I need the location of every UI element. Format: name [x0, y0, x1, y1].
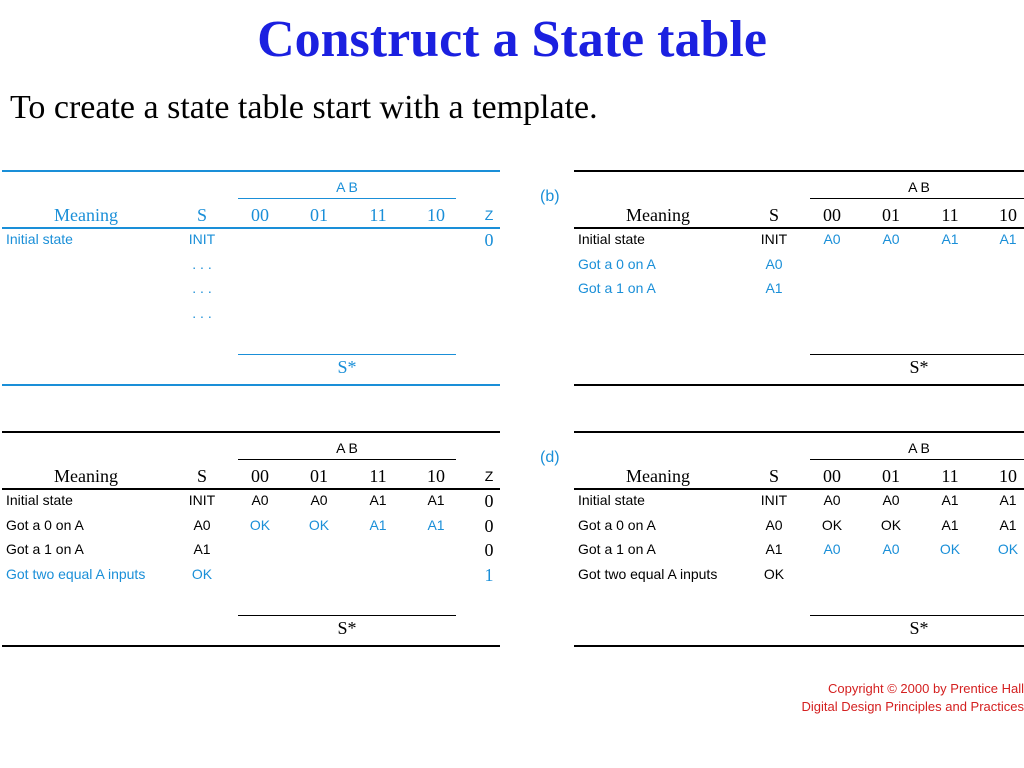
- row-state: INIT: [188, 231, 216, 247]
- row-output-z: 0: [484, 230, 494, 250]
- ab-rule: [238, 459, 456, 460]
- next-state-rule: [810, 615, 1024, 616]
- row-next-state-cell: A0: [823, 541, 841, 558]
- copyright-line-1: Copyright © 2000 by Prentice Hall: [827, 681, 1024, 696]
- header-rule: [574, 488, 1024, 490]
- row-meaning: Got a 1 on A: [578, 541, 656, 558]
- next-state-label: S*: [909, 618, 929, 638]
- row-next-state-cell: A0: [823, 492, 841, 508]
- ab-header: A B: [336, 179, 358, 195]
- s-header: S: [196, 466, 207, 486]
- row-meaning: Got a 0 on A: [578, 516, 656, 533]
- state-table-panel-a: [2, 170, 502, 390]
- header-rule: [574, 227, 1024, 229]
- ab-column-header: 10: [999, 466, 1017, 486]
- row-next-state-cell: A1: [427, 492, 445, 508]
- ab-column-header: 10: [999, 205, 1017, 225]
- row-next-state-cell: A1: [427, 516, 445, 533]
- s-header: S: [196, 205, 207, 225]
- row-next-state-cell: OK: [997, 541, 1019, 558]
- row-next-state-cell: OK: [249, 516, 271, 533]
- row-meaning: Initial state: [578, 492, 645, 508]
- row-next-state-cell: A1: [999, 516, 1017, 533]
- row-state: INIT: [760, 231, 788, 247]
- row-next-state-cell: OK: [308, 516, 330, 533]
- state-table-panel-b: [540, 170, 1024, 390]
- header-rule: [2, 488, 500, 490]
- row-next-state-cell: A0: [310, 492, 328, 508]
- table-bottom-rule: [574, 384, 1024, 386]
- next-state-label: S*: [909, 357, 929, 377]
- next-state-label: S*: [337, 357, 357, 377]
- meaning-header: Meaning: [54, 466, 118, 486]
- ab-column-header: 00: [823, 205, 841, 225]
- s-header: S: [768, 205, 779, 225]
- table-bottom-rule: [2, 645, 500, 647]
- row-state: A1: [193, 541, 211, 558]
- row-state: . . .: [192, 305, 212, 322]
- meaning-header: Meaning: [626, 466, 690, 486]
- row-state: . . .: [192, 280, 212, 297]
- row-meaning: Initial state: [6, 492, 73, 508]
- ab-column-header: 00: [823, 466, 841, 486]
- next-state-rule: [238, 615, 456, 616]
- row-meaning: Got a 0 on A: [6, 516, 84, 533]
- row-output-z: 0: [484, 515, 494, 536]
- row-state: INIT: [188, 492, 216, 508]
- ab-column-header: 01: [882, 466, 900, 486]
- ab-column-header: 11: [941, 205, 959, 225]
- row-output-z: 0: [484, 491, 494, 511]
- ab-column-header: 01: [310, 466, 328, 486]
- row-state: A0: [765, 255, 783, 272]
- row-next-state-cell: A0: [823, 231, 841, 247]
- meaning-header: Meaning: [626, 205, 690, 225]
- ab-column-header: 01: [310, 205, 328, 225]
- ab-column-header: 10: [427, 466, 445, 486]
- table-top-rule: [574, 170, 1024, 172]
- copyright-line-2: Digital Design Principles and Practices: [801, 699, 1024, 714]
- z-header: Z: [484, 207, 494, 223]
- row-output-z: 0: [484, 540, 494, 561]
- s-header: S: [768, 466, 779, 486]
- state-table-panel-c: [2, 431, 502, 651]
- row-output-z: 1: [484, 565, 494, 586]
- row-state: A0: [765, 516, 783, 533]
- row-next-state-cell: A1: [369, 492, 387, 508]
- ab-rule: [810, 198, 1024, 199]
- row-meaning: Initial state: [578, 231, 645, 247]
- ab-rule: [810, 459, 1024, 460]
- row-next-state-cell: OK: [939, 541, 961, 558]
- next-state-rule: [810, 354, 1024, 355]
- row-state: OK: [763, 566, 785, 583]
- ab-column-header: 11: [941, 466, 959, 486]
- table-top-rule: [574, 431, 1024, 433]
- ab-column-header: 00: [251, 466, 269, 486]
- row-next-state-cell: A1: [941, 231, 959, 247]
- row-next-state-cell: A1: [999, 492, 1017, 508]
- row-next-state-cell: A0: [251, 492, 269, 508]
- header-rule: [2, 227, 500, 229]
- row-next-state-cell: A1: [941, 492, 959, 508]
- row-next-state-cell: A0: [882, 231, 900, 247]
- slide-subtitle: To create a state table start with a template.: [10, 89, 598, 126]
- panel-label: (b): [540, 188, 560, 205]
- row-state: . . .: [192, 255, 212, 272]
- row-state: A1: [765, 280, 783, 297]
- slide-title: Construct a State table: [257, 11, 767, 68]
- row-next-state-cell: OK: [821, 516, 843, 533]
- row-state: A1: [765, 541, 783, 558]
- ab-column-header: 10: [427, 205, 445, 225]
- meaning-header: Meaning: [54, 205, 118, 225]
- table-bottom-rule: [574, 645, 1024, 647]
- table-top-rule: [2, 170, 500, 172]
- ab-header: A B: [336, 440, 358, 456]
- row-meaning: Got a 0 on A: [578, 255, 656, 272]
- ab-column-header: 11: [369, 466, 387, 486]
- ab-column-header: 00: [251, 205, 269, 225]
- row-meaning: Got a 1 on A: [6, 541, 84, 558]
- row-state: INIT: [760, 492, 788, 508]
- row-meaning: Got two equal A inputs: [578, 566, 718, 583]
- table-bottom-rule: [2, 384, 500, 386]
- row-next-state-cell: A1: [369, 516, 387, 533]
- row-next-state-cell: A1: [941, 516, 959, 533]
- row-state: A0: [193, 516, 211, 533]
- row-meaning: Got two equal A inputs: [6, 566, 146, 583]
- ab-column-header: 01: [882, 205, 900, 225]
- row-next-state-cell: A0: [882, 492, 900, 508]
- ab-header: A B: [908, 179, 930, 195]
- table-top-rule: [2, 431, 500, 433]
- row-next-state-cell: A1: [999, 231, 1017, 247]
- ab-column-header: 11: [369, 205, 387, 225]
- ab-header: A B: [908, 440, 930, 456]
- state-table-panel-d: [540, 431, 1024, 651]
- next-state-label: S*: [337, 618, 357, 638]
- row-state: OK: [191, 566, 213, 583]
- ab-rule: [238, 198, 456, 199]
- z-header: Z: [484, 468, 494, 484]
- copyright-notice: [724, 680, 1024, 716]
- row-next-state-cell: OK: [880, 516, 902, 533]
- row-meaning: Got a 1 on A: [578, 280, 656, 297]
- row-meaning: Initial state: [6, 231, 73, 247]
- panel-label: (d): [540, 449, 560, 466]
- next-state-rule: [238, 354, 456, 355]
- row-next-state-cell: A0: [882, 541, 900, 558]
